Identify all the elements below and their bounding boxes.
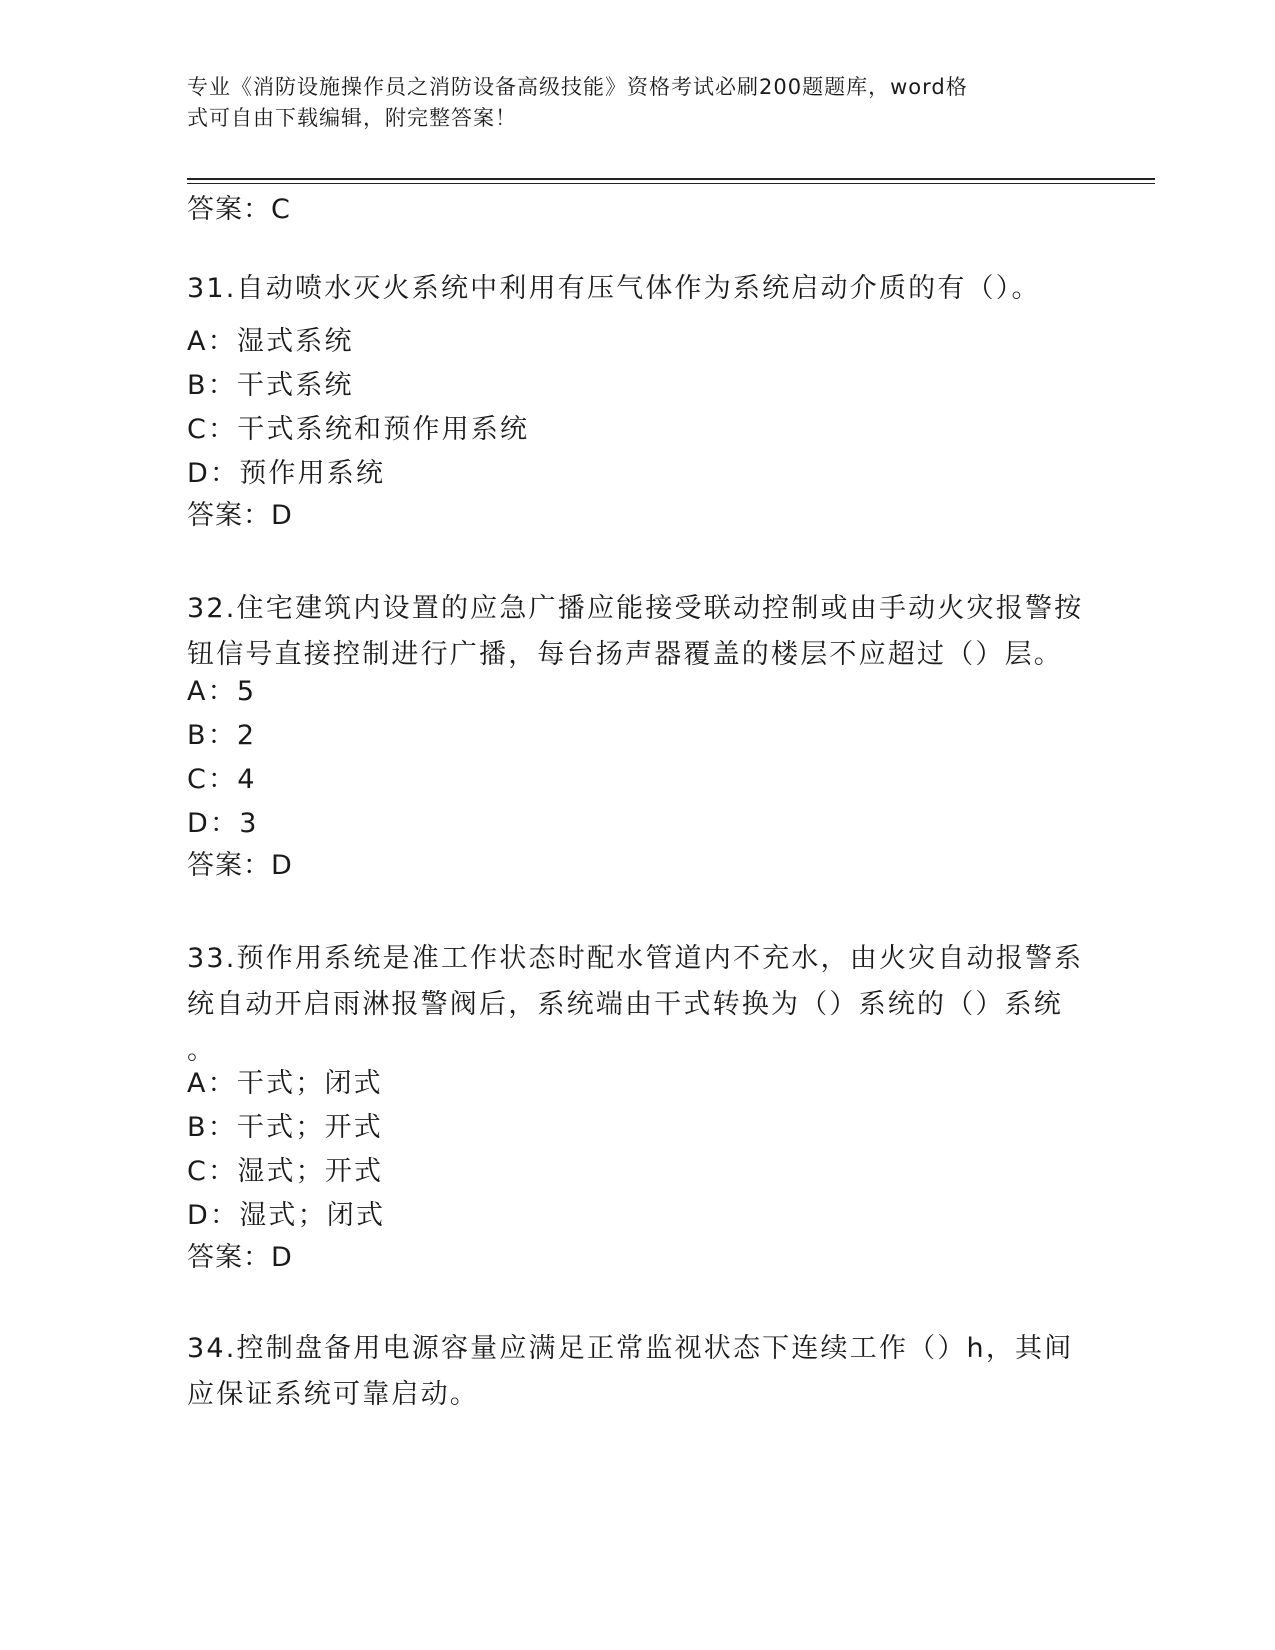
question-31-option-a: A：湿式系统 (187, 326, 354, 357)
document-header (187, 72, 1077, 134)
question-32-option-b: B：2 (187, 720, 257, 751)
header-rule-top (187, 178, 1155, 180)
question-33-option-b: B：干式；开式 (187, 1112, 383, 1143)
question-33-option-a: A：干式；闭式 (187, 1068, 383, 1099)
question-31-stem: 31.自动喷水灭火系统中利用有压气体作为系统启动介质的有（）。 (187, 273, 1041, 304)
question-32-answer: 答案：D (187, 850, 293, 881)
question-31-option-d: D：预作用系统 (187, 458, 386, 489)
question-32-option-d: D：3 (187, 808, 259, 839)
question-34-stem-line-1: 34.控制盘备用电源容量应满足正常监视状态下连续工作（）h，其间 (187, 1333, 1074, 1364)
question-34-stem (187, 1326, 1087, 1418)
header-line-2: 式可自由下载编辑，附完整答案！ (187, 106, 517, 130)
question-34-stem-line-2: 应保证系统可靠启动。 (187, 1379, 479, 1410)
header-line-1: 专业《消防设施操作员之消防设备高级技能》资格考试必刷200题题库，word格 (187, 75, 968, 99)
question-32-option-c: C：4 (187, 764, 257, 795)
question-33-option-d: D：湿式；闭式 (187, 1200, 386, 1231)
question-32-stem-line-1: 32.住宅建筑内设置的应急广播应能接受联动控制或由手动火灾报警按 (187, 593, 1084, 624)
question-33-stem (187, 936, 1087, 1074)
question-31-answer: 答案：D (187, 500, 293, 531)
question-31-option-b: B：干式系统 (187, 370, 354, 401)
question-31-option-c: C：干式系统和预作用系统 (187, 414, 530, 445)
question-33-stem-line-3: 。 (187, 1035, 217, 1066)
question-32-stem (187, 586, 1087, 678)
question-33-answer: 答案：D (187, 1242, 293, 1273)
question-33-stem-line-1: 33.预作用系统是准工作状态时配水管道内不充水，由火灾自动报警系 (187, 943, 1084, 974)
question-33-option-c: C：湿式；开式 (187, 1156, 384, 1187)
question-32-stem-line-2: 钮信号直接控制进行广播，每台扬声器覆盖的楼层不应超过（）层。 (187, 639, 1063, 670)
answer-30: 答案：C (187, 194, 291, 225)
question-33-stem-line-2: 统自动开启雨淋报警阀后，系统端由干式转换为（）系统的（）系统 (187, 989, 1063, 1020)
question-32-option-a: A：5 (187, 676, 257, 707)
header-rule-bottom (187, 183, 1155, 184)
